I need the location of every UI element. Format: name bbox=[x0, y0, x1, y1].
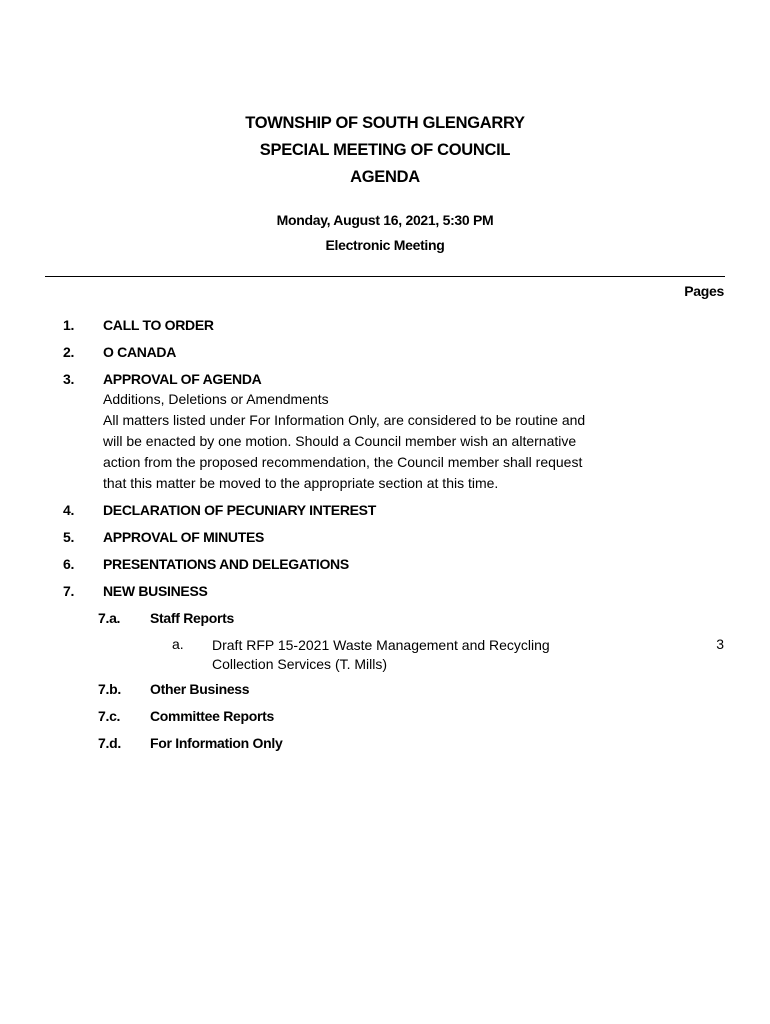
item-number: 7. bbox=[63, 583, 75, 599]
pages-column-label: Pages bbox=[684, 283, 724, 299]
subitem-label: Other Business bbox=[150, 681, 250, 697]
township-title: TOWNSHIP OF SOUTH GLENGARRY bbox=[245, 114, 525, 132]
entry-text-line: Draft RFP 15-2021 Waste Management and Recycling bbox=[212, 637, 550, 653]
description-line: All matters listed under For Information Only, are considered to be routine and bbox=[103, 412, 586, 428]
entry-text-line: Collection Services (T. Mills) bbox=[212, 656, 388, 672]
description-line: will be enacted by one motion. Should a Council member wish an alternative bbox=[103, 433, 577, 449]
item-label: O CANADA bbox=[103, 344, 177, 360]
agenda-header bbox=[0, 110, 770, 258]
header-divider bbox=[45, 276, 725, 277]
item-label: APPROVAL OF AGENDA bbox=[103, 371, 262, 387]
description-line: action from the proposed recommendation, the Council member shall request bbox=[103, 454, 583, 470]
item-label: APPROVAL OF MINUTES bbox=[103, 529, 265, 545]
item-label: NEW BUSINESS bbox=[103, 583, 208, 599]
entry-text bbox=[212, 636, 550, 674]
item-label: PRESENTATIONS AND DELEGATIONS bbox=[103, 556, 349, 572]
item-number: 4. bbox=[63, 502, 75, 518]
subitem-number: 7.b. bbox=[98, 681, 121, 697]
item-label: DECLARATION OF PECUNIARY INTEREST bbox=[103, 502, 376, 518]
item-number: 3. bbox=[63, 371, 75, 387]
item-number: 6. bbox=[63, 556, 75, 572]
subitem-number: 7.c. bbox=[98, 708, 121, 724]
item-label: CALL TO ORDER bbox=[103, 317, 214, 333]
description-line: that this matter be moved to the appropriate section at this time. bbox=[103, 475, 499, 491]
subitem-label: For Information Only bbox=[150, 735, 283, 751]
item-number: 1. bbox=[63, 317, 75, 333]
subitem-number: 7.a. bbox=[98, 610, 121, 626]
subitem-label: Staff Reports bbox=[150, 610, 234, 626]
entry-page-number: 3 bbox=[716, 636, 724, 652]
meeting-title: SPECIAL MEETING OF COUNCIL bbox=[259, 141, 511, 159]
meeting-date-time: Monday, August 16, 2021, 5:30 PM bbox=[276, 212, 494, 228]
item-number: 2. bbox=[63, 344, 75, 360]
description-line: Additions, Deletions or Amendments bbox=[103, 391, 329, 407]
agenda-title: AGENDA bbox=[350, 168, 420, 186]
subitem-number: 7.d. bbox=[98, 735, 121, 751]
agenda-item-description bbox=[103, 389, 643, 494]
meeting-location: Electronic Meeting bbox=[325, 237, 445, 253]
subitem-label: Committee Reports bbox=[150, 708, 275, 724]
item-number: 5. bbox=[63, 529, 75, 545]
entry-letter: a. bbox=[172, 636, 184, 652]
